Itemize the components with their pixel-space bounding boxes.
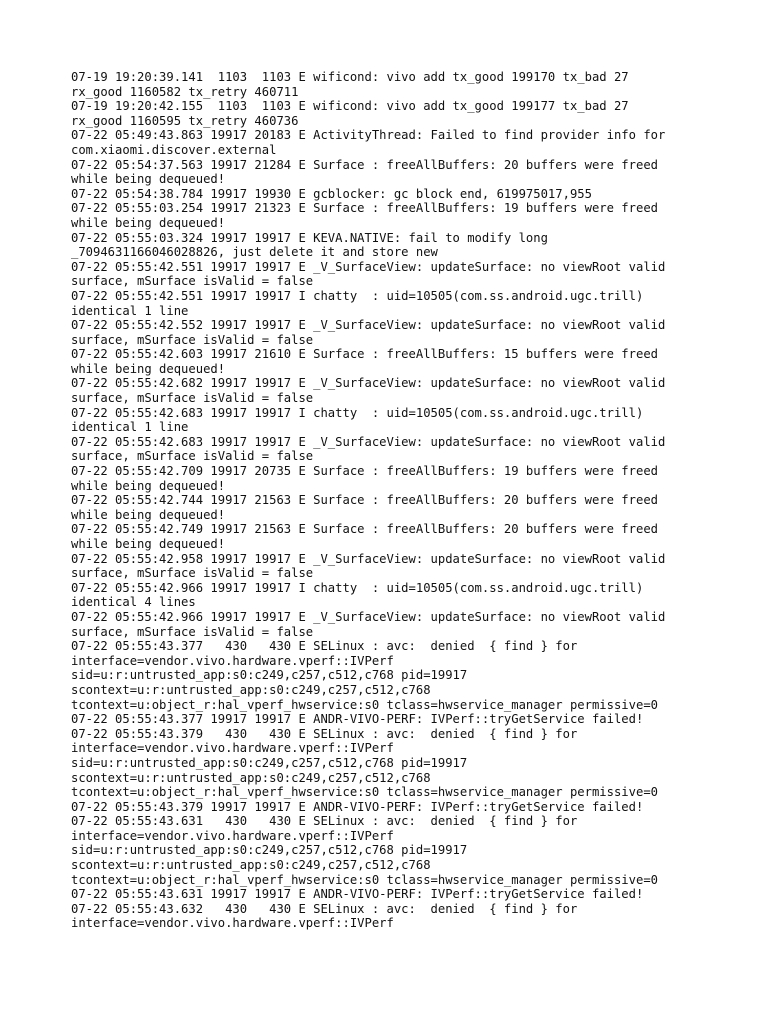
log-line: while being dequeued! — [71, 361, 226, 376]
log-line: com.xiaomi.discover.external — [71, 142, 277, 157]
log-line: surface, mSurface isValid = false — [71, 449, 314, 464]
log-line: sid=u:r:untrusted_app:s0:c249,c257,c512,c768 pid=19917 — [71, 755, 468, 770]
log-line: 07-22 05:54:38.784 19917 19930 E gcblocker: gc block end, 619975017,955 — [71, 186, 592, 201]
log-line: 07-22 05:55:42.744 19917 21563 E Surface : freeAllBuffers: 20 buffers were freed — [71, 493, 658, 508]
log-line: while being dequeued! — [71, 172, 226, 187]
log-line: scontext=u:r:untrusted_app:s0:c249,c257,c512,c768 — [71, 682, 431, 697]
log-line: 07-22 05:55:42.552 19917 19917 E _V_SurfaceView: updateSurface: no viewRoot valid — [71, 318, 666, 333]
log-line: surface, mSurface isValid = false — [71, 391, 314, 406]
log-line: 07-22 05:55:43.631 19917 19917 E ANDR-VIVO-PERF: IVPerf::tryGetService failed! — [71, 887, 644, 902]
log-line: 07-22 05:55:42.682 19917 19917 E _V_SurfaceView: updateSurface: no viewRoot valid — [71, 376, 666, 391]
log-line: 07-22 05:55:42.603 19917 21610 E Surface : freeAllBuffers: 15 buffers were freed — [71, 347, 658, 362]
log-line: tcontext=u:object_r:hal_vperf_hwservice:s0 tclass=hwservice_manager permissive=0 — [71, 697, 658, 712]
log-line: 07-22 05:55:03.254 19917 21323 E Surface : freeAllBuffers: 19 buffers were freed — [71, 201, 658, 216]
log-line: 07-22 05:55:43.632 430 430 E SELinux : avc: denied { find } for — [71, 901, 578, 916]
log-line: while being dequeued! — [71, 507, 226, 522]
log-line: 07-22 05:55:43.379 19917 19917 E ANDR-VIVO-PERF: IVPerf::tryGetService failed! — [71, 799, 644, 814]
log-line: rx_good 1160582 tx_retry 460711 — [71, 84, 299, 99]
log-line: surface, mSurface isValid = false — [71, 332, 314, 347]
log-line: 07-22 05:55:42.551 19917 19917 I chatty : uid=10505(com.ss.android.ugc.trill) — [71, 288, 644, 303]
log-line: 07-22 05:55:43.379 430 430 E SELinux : avc: denied { find } for — [71, 726, 578, 741]
log-line: 07-22 05:55:42.958 19917 19917 E _V_SurfaceView: updateSurface: no viewRoot valid — [71, 551, 666, 566]
log-line: scontext=u:r:untrusted_app:s0:c249,c257,c512,c768 — [71, 858, 431, 873]
log-line: scontext=u:r:untrusted_app:s0:c249,c257,c512,c768 — [71, 770, 431, 785]
log-line: surface, mSurface isValid = false — [71, 566, 314, 581]
log-line: 07-19 19:20:39.141 1103 1103 E wificond: vivo add tx_good 199170 tx_bad 27 — [71, 70, 629, 84]
log-line: 07-19 19:20:42.155 1103 1103 E wificond: vivo add tx_good 199177 tx_bad 27 — [71, 99, 629, 114]
log-line: 07-22 05:54:37.563 19917 21284 E Surface : freeAllBuffers: 20 buffers were freed — [71, 157, 658, 172]
log-line: sid=u:r:untrusted_app:s0:c249,c257,c512,c768 pid=19917 — [71, 668, 468, 683]
log-document — [71, 70, 751, 931]
log-line: tcontext=u:object_r:hal_vperf_hwservice:s0 tclass=hwservice_manager permissive=0 — [71, 872, 658, 887]
log-line: surface, mSurface isValid = false — [71, 274, 314, 289]
log-line: 07-22 05:55:42.966 19917 19917 E _V_SurfaceView: updateSurface: no viewRoot valid — [71, 609, 666, 624]
log-line: _7094631166046028826, just delete it and store new — [71, 245, 438, 260]
log-line: 07-22 05:55:43.631 430 430 E SELinux : avc: denied { find } for — [71, 814, 578, 829]
log-line: identical 4 lines — [71, 595, 196, 610]
log-line: 07-22 05:55:42.551 19917 19917 E _V_SurfaceView: updateSurface: no viewRoot valid — [71, 259, 666, 274]
log-line: 07-22 05:55:42.683 19917 19917 E _V_SurfaceView: updateSurface: no viewRoot valid — [71, 434, 666, 449]
log-line: rx_good 1160595 tx_retry 460736 — [71, 113, 299, 128]
log-line: identical 1 line — [71, 420, 189, 435]
log-line: 07-22 05:55:42.709 19917 20735 E Surface : freeAllBuffers: 19 buffers were freed — [71, 464, 658, 479]
log-body — [71, 70, 751, 931]
log-line: 07-22 05:55:03.324 19917 19917 E KEVA.NATIVE: fail to modify long — [71, 230, 548, 245]
log-line: while being dequeued! — [71, 215, 226, 230]
log-line: interface=vendor.vivo.hardware.vperf::IVPerf — [71, 916, 394, 931]
log-line: 07-22 05:49:43.863 19917 20183 E ActivityThread: Failed to find provider info for — [71, 128, 666, 143]
log-line: 07-22 05:55:43.377 430 430 E SELinux : avc: denied { find } for — [71, 639, 578, 654]
log-line: tcontext=u:object_r:hal_vperf_hwservice:s0 tclass=hwservice_manager permissive=0 — [71, 785, 658, 800]
log-line: 07-22 05:55:42.683 19917 19917 I chatty : uid=10505(com.ss.android.ugc.trill) — [71, 405, 644, 420]
log-line: while being dequeued! — [71, 478, 226, 493]
log-line: sid=u:r:untrusted_app:s0:c249,c257,c512,c768 pid=19917 — [71, 843, 468, 858]
log-line: interface=vendor.vivo.hardware.vperf::IVPerf — [71, 653, 394, 668]
log-line: 07-22 05:55:42.749 19917 21563 E Surface : freeAllBuffers: 20 buffers were freed — [71, 522, 658, 537]
log-line: 07-22 05:55:42.966 19917 19917 I chatty : uid=10505(com.ss.android.ugc.trill) — [71, 580, 644, 595]
log-line: while being dequeued! — [71, 537, 226, 551]
log-line: 07-22 05:55:43.377 19917 19917 E ANDR-VIVO-PERF: IVPerf::tryGetService failed! — [71, 712, 644, 727]
log-line: identical 1 line — [71, 303, 189, 318]
log-line: surface, mSurface isValid = false — [71, 624, 314, 639]
log-line: interface=vendor.vivo.hardware.vperf::IVPerf — [71, 741, 394, 756]
log-line: interface=vendor.vivo.hardware.vperf::IVPerf — [71, 828, 394, 843]
